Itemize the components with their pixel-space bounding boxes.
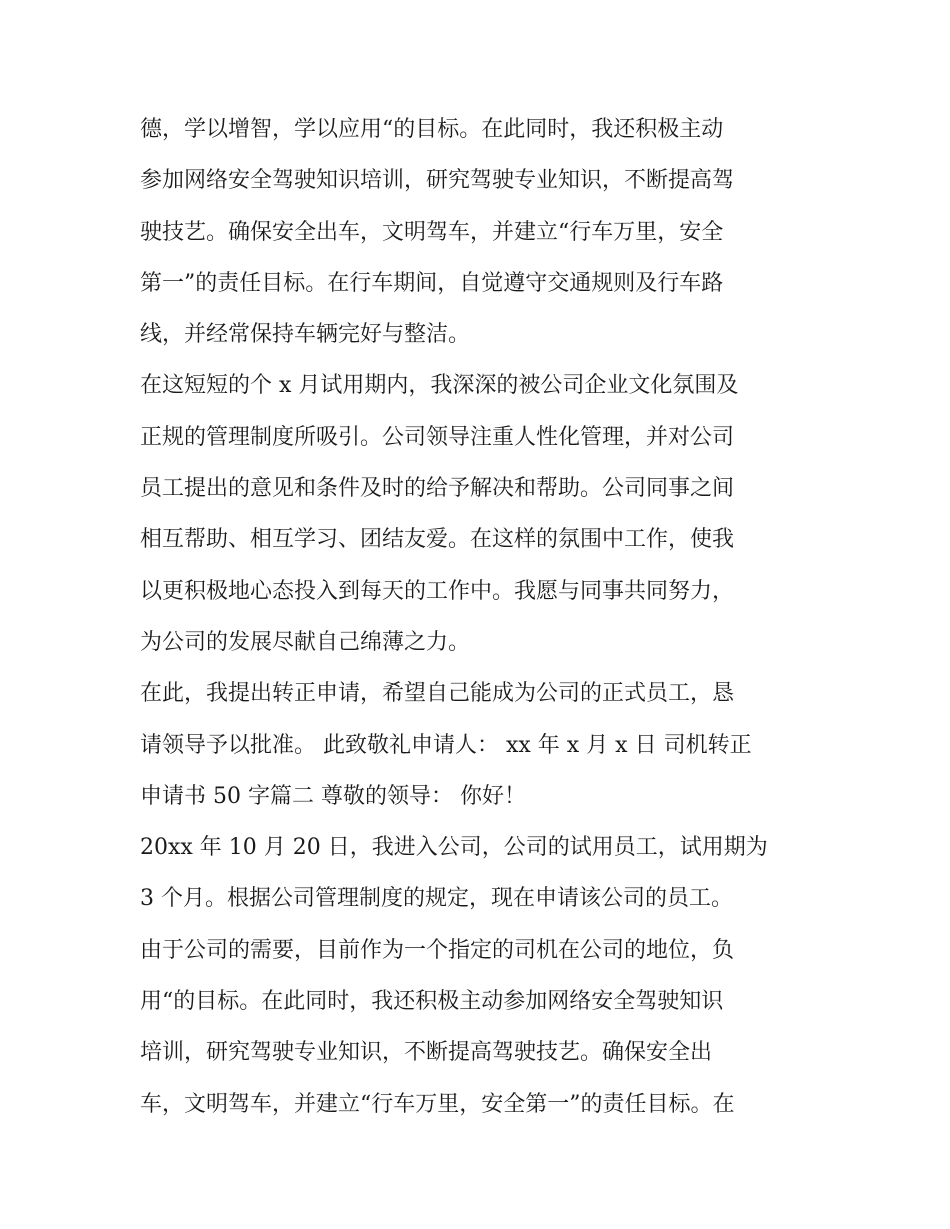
text-line: 在这短短的个 x 月试用期内，我深深的被公司企业文化氛围及 (140, 373, 739, 399)
text-line: 正规的管理制度所吸引。公司领导注重人性化管理，并对公司 (140, 424, 735, 450)
text-line: 驶技艺。确保安全出车，文明驾车，并建立“行车万里，安全 (140, 219, 724, 245)
text-line: 线，并经常保持车辆完好与整洁。 (140, 322, 471, 348)
text-line: 为公司的发展尽献自己绵薄之力。 (140, 629, 471, 655)
document-body (140, 104, 812, 1130)
text-line: 培训，研究驾驶专业知识，不断提高驾驶技艺。确保安全出 (140, 1040, 713, 1066)
text-line: 3 个月。根据公司管理制度的规定，现在申请该公司的员工。 (140, 886, 733, 912)
text-line: 第一”的责任目标。在行车期间，自觉遵守交通规则及行车路 (140, 270, 724, 296)
text-line: 请领导予以批准。 此致敬礼申请人： xx 年 x 月 x 日 司机转正 (140, 732, 752, 758)
text-line: 申请书 50 字篇二 尊敬的领导： 你好！ (140, 783, 526, 809)
text-line: 用“的目标。在此同时，我还积极主动参加网络安全驾驶知识 (140, 989, 724, 1015)
text-line: 德，学以增智，学以应用“的目标。在此同时，我还积极主动 (140, 117, 724, 142)
text-line: 在此，我提出转正申请，希望自己能成为公司的正式员工，恳 (140, 681, 735, 707)
text-line: 车，文明驾车，并建立“行车万里，安全第一”的责任目标。在 (140, 1091, 735, 1117)
text-line: 以更积极地心态投入到每天的工作中。我愿与同事共同努力， (140, 578, 735, 604)
text-line: 20xx 年 10 月 20 日，我进入公司，公司的试用员工，试用期为 (140, 835, 768, 861)
text-line: 参加网络安全驾驶知识培训，研究驾驶专业知识，不断提高驾 (140, 168, 735, 194)
text-line: 相互帮助、相互学习、团结友爱。在这样的氛围中工作，使我 (140, 527, 735, 553)
text-line: 员工提出的意见和条件及时的给予解决和帮助。公司同事之间 (140, 476, 735, 502)
text-line: 由于公司的需要，目前作为一个指定的司机在公司的地位，负 (140, 937, 735, 963)
